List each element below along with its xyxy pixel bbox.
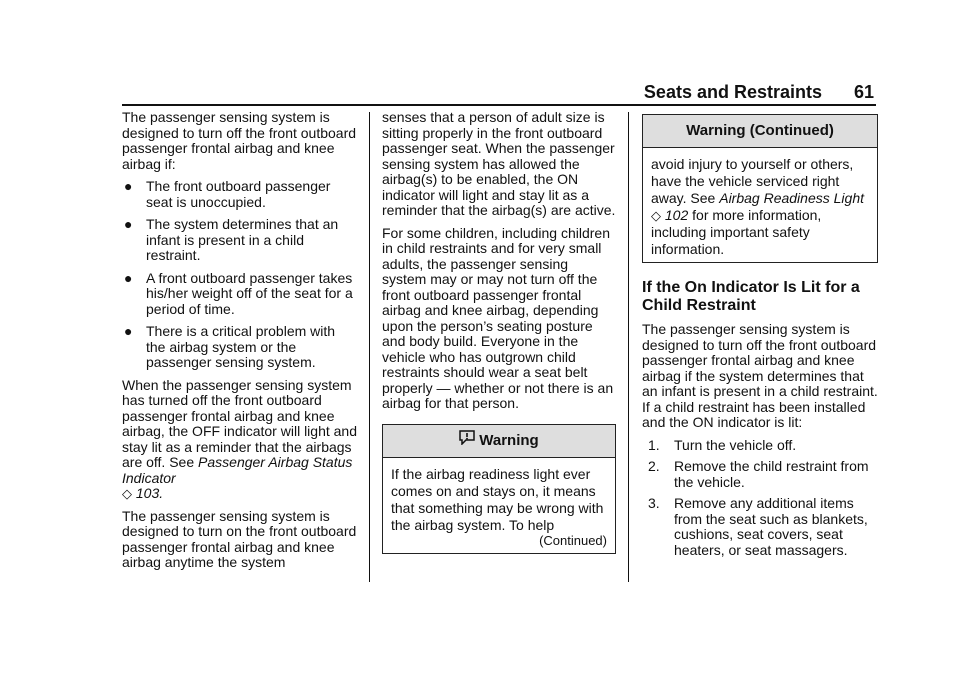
- bullet-icon: ●: [124, 323, 133, 339]
- warning-header: Warning (Continued): [643, 115, 877, 148]
- continued-label: (Continued): [539, 532, 607, 548]
- list-item: ● The system determines that an infant is present in a child restraint.: [124, 216, 339, 263]
- paragraph: The passenger sensing system is designed to turn off the front outboard passenger frontal airbag and knee airbag if:: [122, 109, 357, 172]
- paragraph: The passenger sensing system is designed to turn off the front outboard passenger frontal airbag and knee airbag if the system determines that an infant is present in a child restraint. If a child restraint has been installed and the ON indicator is lit:: [642, 321, 878, 430]
- warning-icon: [459, 425, 475, 457]
- page-reference[interactable]: 103.: [135, 485, 164, 501]
- page-ref-icon: ◇: [651, 208, 661, 223]
- header-rule: [122, 104, 876, 106]
- warning-body: avoid injury to yourself or others, have the vehicle serviced right away. See Airbag Readiness Light ◇ 102 for more information, including important safety information.: [651, 156, 864, 257]
- warning-body: If the airbag readiness light ever comes on and stays on, it means that something may be wrong with the airbag system. To help (Continued): [391, 465, 607, 548]
- list-item: ● The front outboard passenger seat is unoccupied.: [124, 178, 331, 210]
- warning-box-continued: [642, 114, 878, 263]
- bullet-icon: ●: [124, 178, 133, 194]
- cross-reference-link[interactable]: Passenger Airbag Status Indicator: [122, 454, 353, 486]
- section-title-header: Seats and Restraints: [643, 82, 822, 102]
- list-item: ● A front outboard passenger takes his/her weight off of the seat for a period of time.: [124, 269, 353, 317]
- cross-reference-link[interactable]: Airbag Readiness Light: [719, 190, 864, 206]
- bullet-icon: ●: [124, 216, 133, 232]
- page-number: 61: [853, 82, 874, 102]
- paragraph: senses that a person of adult size is sitting properly in the front outboard passenger seat. When the passenger sensing system has allowed the airbag(s) to be enabled, the ON indicator will light and stay lit as a reminder that the airbag(s) are active.: [382, 109, 616, 218]
- page-header: [122, 82, 876, 104]
- warning-header: Warning: [383, 425, 615, 458]
- page-reference[interactable]: 102: [664, 207, 689, 223]
- column-1: [122, 110, 358, 578]
- column-3: [642, 110, 878, 564]
- column-2: [382, 110, 616, 554]
- section-heading: If the On Indicator Is Lit for a Child Restraint: [642, 279, 860, 314]
- warning-box: [382, 424, 616, 554]
- bullet-icon: ●: [124, 269, 133, 286]
- paragraph: For some children, including children in child restraints and for very small adults, the passenger sensing system may or may not turn off the front outboard passenger frontal airbag and knee airbag, depending upon the person’s seating posture and body build. Everyone in the vehicle who has outgrown child restraints should wear a seat belt properly — whether or not there is an airbag for that person.: [382, 224, 614, 411]
- list-item: 2. Remove the child restraint from the vehicle.: [648, 458, 869, 490]
- column-divider: [369, 112, 370, 582]
- paragraph: When the passenger sensing system has turned off the front outboard passenger frontal airbag and knee airbag, the OFF indicator will light and stay lit as a reminder that the airbags are off. See Passenger Airbag Status Indicator ◇ 103.: [122, 376, 357, 501]
- list-item: ● There is a critical problem with the airbag system or the passenger sensing system.: [124, 323, 336, 370]
- list-item: 1. Turn the vehicle off.: [648, 436, 797, 453]
- list-item: 3. Remove any additional items from the seat such as blankets, cushions, seat covers, seat heaters, or seat massagers.: [648, 495, 868, 558]
- paragraph: The passenger sensing system is designed to turn on the front outboard passenger frontal airbag and knee airbag anytime the system: [122, 507, 357, 570]
- page-ref-icon: ◇: [122, 486, 132, 501]
- column-divider: [628, 112, 629, 582]
